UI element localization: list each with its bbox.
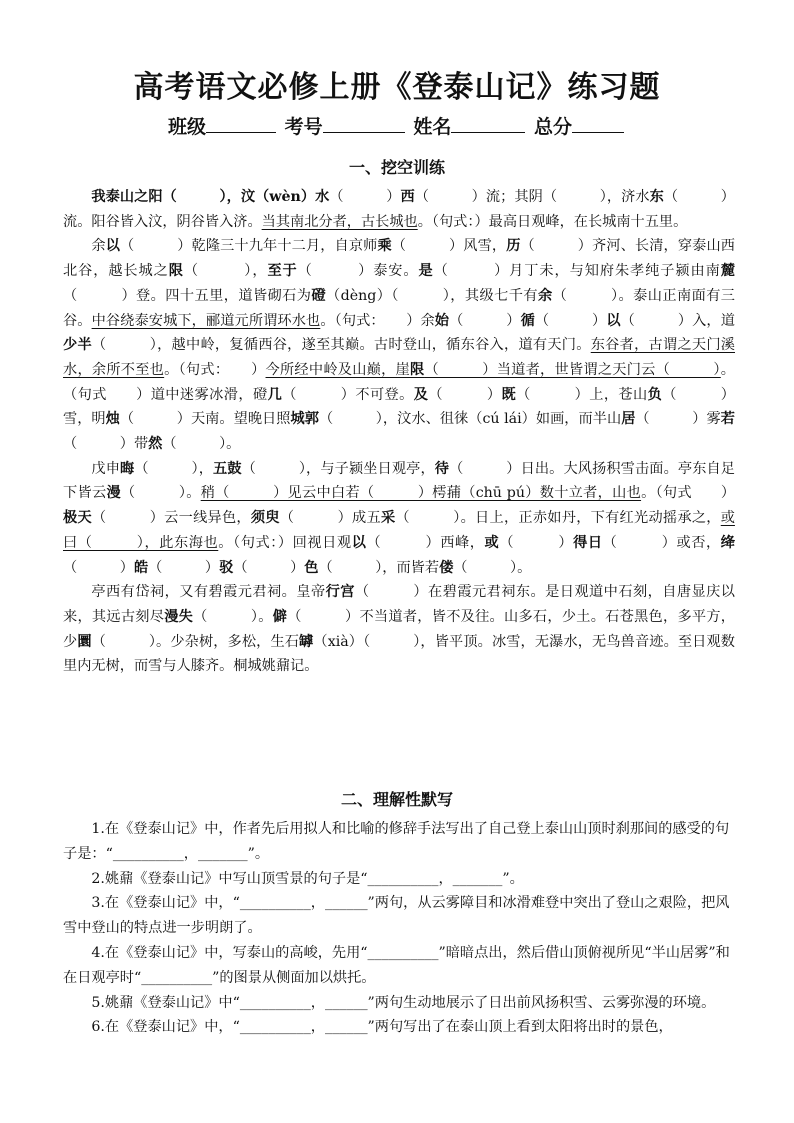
paragraph-4: 亭西有岱祠，又有碧霞元君祠。皇帝行宫（ ）在碧霞元君祠东。是日观道中石刻，自唐显庆以来，其远古刻尽漫失（ ）。僻（ ）不当道者，皆不及往。山多石，少土。石苍黑色，多平方，少圜（ ）。少杂树，多松，生石罅（xià）（ ），皆平顶。冰雪，无瀑水，无鸟兽音迹。至日观数里内无树，而雪与人膝齐。桐城姚鼐记。 [63, 584, 735, 675]
paragraph-2: 余以（ ）乾隆三十九年十二月，自京师乘（ ）风雪，历（ ）齐河、长清，穿泰山西北谷，越长城之限（ ），至于（ ）泰安。是（ ）月丁未，与知府朱孝纯子颍由南麓（ ）登。四十五里，道皆砌石为磴（dèng）（ ），其级七千有余（ ）。泰山正南面有三谷。中谷绕泰安城下，郦道元所谓环水也。（句式： ）余始（ ）循（ ）以（ ）入，道少半（ ），越中岭，复循西谷，遂至其巅。古时登山，循东谷入，道有天门。东谷者，古谓之天门溪水，余所不至也。（句式： ）今所经中岭及山巅，崖限（ ）当道者，世皆谓之天门云（ ）。（句式 ）道中迷雾冰滑，磴几（ ）不可登。及（ ）既（ ）上，苍山负（ ）雪，明烛（ ）天南。望晚日照城郭（ ），汶水、徂徕（cú lái）如画，而半山居（ ）雾若（ ）带然（ ）。 [63, 238, 735, 453]
class-blank[interactable] [206, 114, 276, 133]
question-4: 4.在《登泰山记》中，写泰山的高峻，先用“__________”暗暗点出，然后借山顶俯视所见“半山居雾”和在日观亭时“__________”的图景从侧面加以烘托。 [63, 944, 730, 986]
score-blank[interactable] [572, 114, 624, 133]
student-info-line [0, 112, 794, 139]
score-label: 总分 [533, 116, 572, 138]
page-title: 高考语文必修上册《登泰山记》练习题 [133, 70, 661, 105]
section2-heading: 二、理解性默写 [340, 790, 453, 809]
section1-body [63, 185, 735, 679]
question-5: 5.姚鼐《登泰山记》中“__________，______”两句生动地展示了日出前风扬积雪、云雾弥漫的环境。 [91, 994, 716, 1011]
name-blank[interactable] [451, 114, 525, 133]
question-3: 3.在《登泰山记》中，“__________，______”两句，从云雾障目和冰滑难登中突出了登山之艰险，把风雪中登山的特点进一步明朗了。 [63, 895, 730, 937]
question-2: 2.姚鼐《登泰山记》中写山顶雪景的句子是“__________，_______”。 [91, 870, 524, 887]
name-label: 姓名 [413, 116, 452, 138]
section1-heading: 一、挖空训练 [348, 158, 445, 177]
question-6: 6.在《登泰山记》中，“__________，______”两句写出了在泰山顶上看到太阳将出时的景色， [91, 1019, 673, 1036]
exam-no-label: 考号 [284, 116, 323, 138]
paragraph-1: 我泰山之阳（ ），汶（wèn）水（ ）西（ ）流；其阴（ ），济水东（ ）流。阳谷皆入汶，阴谷皆入济。当其南北分者，古长城也。（句式：）最高日观峰，在长城南十五里。 [63, 189, 735, 230]
section2-body [63, 817, 735, 1040]
paragraph-3: 戊申晦（ ），五鼓（ ），与子颍坐日观亭，待（ ）日出。大风扬积雪击面。亭东自足下皆云漫（ ）。稍（ ）见云中白若（ ）樗蒱（chū pú）数十立者，山也。（句式 ）极天（ ）云一线异色，须臾（ ）成五采（ ）。日上，正赤如丹，下有红光动摇承之，或曰（ ），此东海也。（句式：）回视日观以（ ）西峰，或（ ）得日（ ）或否，绛（ ）皓（ ）驳（ ）色（ ），而皆若偻（ ）。 [63, 460, 736, 576]
exam-no-blank[interactable] [323, 114, 405, 133]
question-1: 1.在《登泰山记》中，作者先后用拟人和比喻的修辞手法写出了自己登上泰山山顶时刹那间的感受的句子是：“__________，_______”。 [63, 821, 730, 862]
class-label: 班级 [168, 116, 207, 138]
